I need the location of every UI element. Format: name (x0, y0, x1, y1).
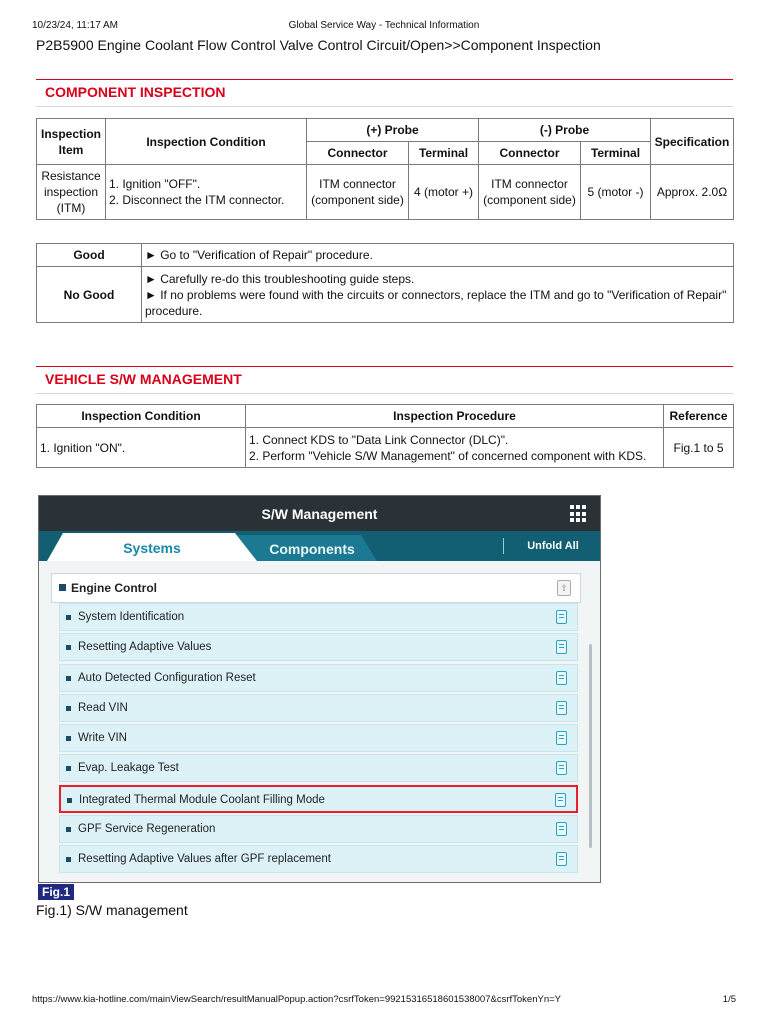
document-icon[interactable] (556, 822, 567, 836)
cell-specification: Approx. 2.0Ω (651, 165, 734, 220)
sw-function-list (59, 603, 578, 876)
sw-title: S/W Management (261, 506, 378, 522)
cell-inspection-condition (106, 165, 307, 220)
document-icon[interactable] (556, 731, 567, 745)
item-bullet-icon (66, 766, 71, 771)
document-icon[interactable] (556, 640, 567, 654)
sw-list-item-label: GPF Service Regeneration (78, 823, 216, 836)
page-title: P2B5900 Engine Coolant Flow Control Valve Control Circuit/Open>>Component Inspection (36, 37, 601, 53)
header-specification: Specification (651, 119, 734, 165)
grid-menu-icon[interactable] (570, 505, 588, 523)
sw-list-item[interactable] (59, 815, 578, 843)
header-sw-condition: Inspection Condition (37, 405, 246, 428)
sw-management-figure (38, 495, 601, 883)
sw-list-item[interactable] (59, 724, 578, 752)
header-positive-probe: (+) Probe (307, 119, 479, 142)
document-icon[interactable] (556, 852, 567, 866)
header-neg-terminal: Terminal (581, 142, 651, 165)
header-inspection-condition: Inspection Condition (106, 119, 307, 165)
unfold-all-button[interactable]: Unfold All (527, 540, 579, 552)
scrollbar[interactable] (589, 644, 592, 848)
result-good-text: ► Go to "Verification of Repair" procedure. (142, 244, 734, 267)
item-bullet-icon (66, 615, 71, 620)
header-inspection-item: Inspection Item (37, 119, 106, 165)
header-sw-reference: Reference (664, 405, 734, 428)
document-icon[interactable] (556, 610, 567, 624)
item-bullet-icon (66, 827, 71, 832)
sw-list-item-label: System Identification (78, 611, 185, 623)
item-bullet-icon (66, 676, 71, 681)
sw-list-item[interactable] (59, 754, 578, 782)
item-bullet-icon (66, 645, 71, 650)
engine-control-group[interactable] (51, 573, 581, 603)
result-nogood-text (142, 267, 734, 323)
print-page-number: 1/5 (722, 994, 736, 1005)
sw-list-item-label: Resetting Adaptive Values after GPF replacement (78, 853, 331, 866)
print-site-title: Global Service Way - Technical Information (288, 20, 480, 31)
sw-list-item-label: Read VIN (78, 701, 128, 714)
cell-sw-procedure (246, 428, 664, 468)
item-bullet-icon (66, 736, 71, 741)
header-pos-terminal: Terminal (409, 142, 479, 165)
cell-neg-terminal: 5 (motor -) (581, 165, 651, 220)
print-footer-url: https://www.kia-hotline.com/mainViewSearch/resultManualPopup.action?csrfToken=99215316518601538007&csrfTokenYn=Y (32, 994, 561, 1005)
sw-list-item-label: Evap. Leakage Test (78, 762, 179, 775)
section-divider (36, 79, 733, 80)
item-bullet-icon (67, 798, 72, 803)
sw-list-item-label: Resetting Adaptive Values (78, 641, 212, 654)
print-datetime: 10/23/24, 11:17 AM (32, 20, 118, 31)
cell-pos-terminal: 4 (motor +) (409, 165, 479, 220)
condition-step-2: 2. Disconnect the ITM connector. (109, 193, 285, 207)
component-inspection-table (36, 118, 734, 220)
header-negative-probe: (-) Probe (479, 119, 651, 142)
figure-badge: Fig.1 (38, 884, 74, 900)
result-nogood-label: No Good (37, 267, 142, 323)
section-underline (36, 106, 733, 107)
document-icon[interactable] (556, 761, 567, 775)
document-icon[interactable] (555, 793, 566, 807)
sw-list-item[interactable] (59, 633, 578, 661)
figure-caption: Fig.1) S/W management (36, 902, 188, 918)
section-underline (36, 393, 733, 394)
cell-sw-reference: Fig.1 to 5 (664, 428, 734, 468)
sw-list-item[interactable] (59, 664, 578, 692)
item-bullet-icon (66, 857, 71, 862)
sw-list-item[interactable] (59, 845, 578, 873)
item-bullet-icon (66, 706, 71, 711)
sw-list-item-label: Integrated Thermal Module Coolant Filling Mode (79, 793, 325, 806)
sw-list-item[interactable] (59, 785, 578, 813)
cell-pos-connector: ITM connector (component side) (307, 165, 409, 220)
nogood-line-1: ► Carefully re-do this troubleshooting guide steps. (145, 271, 415, 286)
document-icon[interactable] (556, 671, 567, 685)
engine-control-label: Engine Control (71, 581, 157, 595)
header-neg-connector: Connector (479, 142, 581, 165)
sw-list-item-label: Auto Detected Configuration Reset (78, 671, 256, 684)
sw-list-item[interactable] (59, 603, 578, 631)
document-icon[interactable] (556, 701, 567, 715)
section-divider (36, 366, 733, 367)
cell-neg-connector: ITM connector (component side) (479, 165, 581, 220)
result-table (36, 243, 734, 323)
result-good-label: Good (37, 244, 142, 267)
sw-list-item-label: Write VIN (78, 732, 127, 745)
condition-step-1: 1. Ignition "OFF". (109, 177, 201, 191)
header-sw-procedure: Inspection Procedure (246, 405, 664, 428)
component-inspection-heading: COMPONENT INSPECTION (45, 84, 226, 100)
sw-list-item[interactable] (59, 694, 578, 722)
header-pos-connector: Connector (307, 142, 409, 165)
procedure-step-1: 1. Connect KDS to "Data Link Connector (DLC)". (249, 432, 509, 447)
procedure-step-2: 2. Perform "Vehicle S/W Management" of concerned component with KDS. (249, 448, 647, 463)
vehicle-sw-table (36, 404, 734, 468)
tab-systems[interactable]: Systems (123, 540, 181, 556)
cell-sw-condition: 1. Ignition "ON". (37, 428, 246, 468)
group-bullet-icon (59, 584, 66, 591)
vehicle-sw-heading: VEHICLE S/W MANAGEMENT (45, 371, 242, 387)
tab-separator (503, 538, 504, 554)
tab-components[interactable]: Components (269, 541, 355, 557)
nogood-line-2: ► If no problems were found with the circuits or connectors, replace the ITM and go to "Verification of Repair" procedure. (145, 287, 727, 318)
cell-inspection-item: Resistance inspection (ITM) (37, 165, 106, 220)
collapse-up-icon[interactable]: ⇧ (557, 580, 571, 596)
